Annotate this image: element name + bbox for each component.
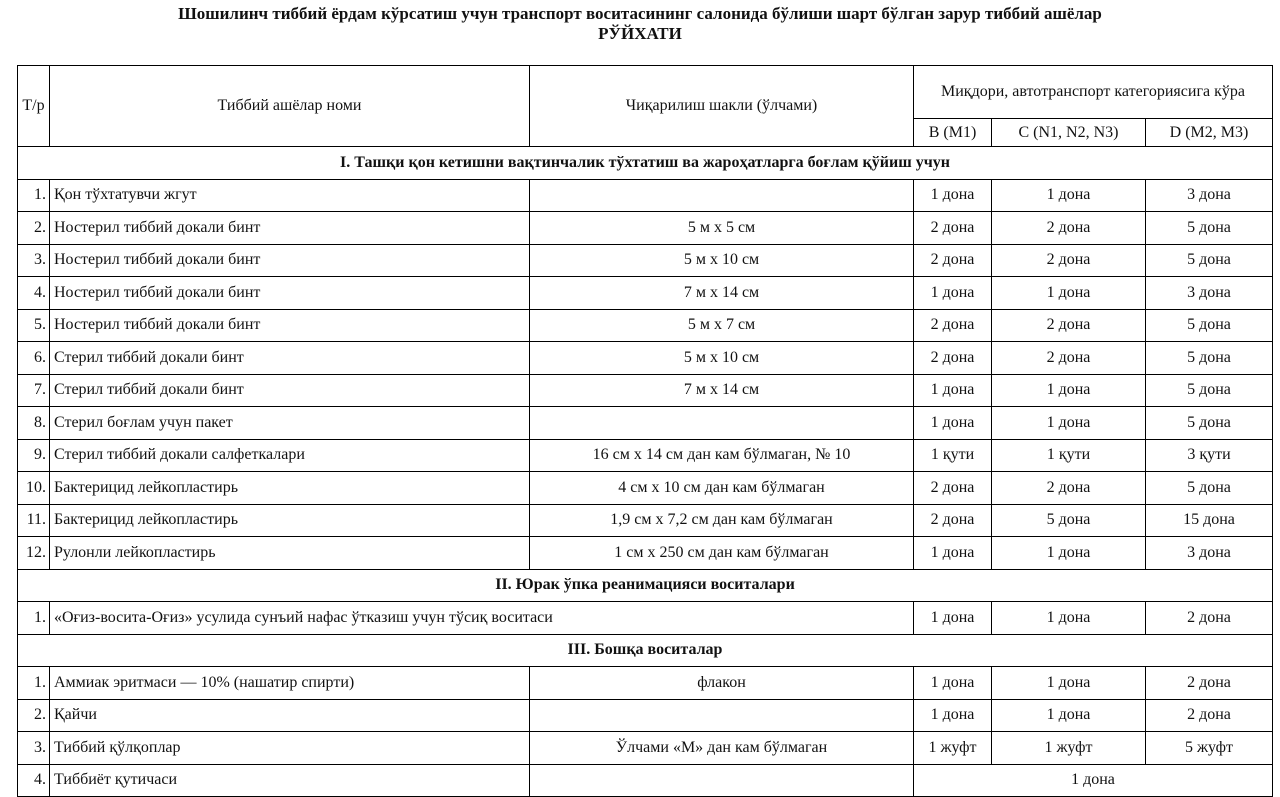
qty-category-b: 2 дона <box>914 244 992 277</box>
item-name: Стерил боғлам учун пакет <box>50 407 530 440</box>
row-number: 4. <box>18 764 50 797</box>
row-number: 1. <box>18 179 50 212</box>
qty-category-c: 1 жуфт <box>992 732 1146 765</box>
header-form: Чиқарилиш шакли (ўлчами) <box>530 66 914 147</box>
table-row <box>18 439 1273 472</box>
item-form: 7 м х 14 см <box>530 374 914 407</box>
item-form: 1,9 см х 7,2 см дан кам бўлмаган <box>530 504 914 537</box>
qty-category-c: 2 дона <box>992 472 1146 505</box>
qty-category-b: 2 дона <box>914 212 992 245</box>
header-category-b: B (M1) <box>914 119 992 147</box>
table-row <box>18 667 1273 700</box>
row-number: 4. <box>18 277 50 310</box>
section-row <box>18 634 1273 667</box>
section-title: II. Юрак ўпка реанимацияси воситалари <box>18 569 1273 602</box>
supplies-table <box>17 65 1273 797</box>
qty-category-b: 2 дона <box>914 309 992 342</box>
item-form: 5 м х 5 см <box>530 212 914 245</box>
item-form: 5 м х 10 см <box>530 244 914 277</box>
item-name: Ностерил тиббий докали бинт <box>50 309 530 342</box>
qty-category-b: 1 дона <box>914 537 992 570</box>
item-form <box>530 764 914 797</box>
item-form <box>530 407 914 440</box>
section-title: I. Ташқи қон кетишни вақтинчалик тўхтатиш ва жароҳатларга боғлам қўйиш учун <box>18 147 1273 180</box>
row-number: 3. <box>18 244 50 277</box>
qty-category-d: 5 дона <box>1146 309 1273 342</box>
qty-category-c: 1 дона <box>992 374 1146 407</box>
header-category-d: D (M2, M3) <box>1146 119 1273 147</box>
item-name: Стерил тиббий докали салфеткалари <box>50 439 530 472</box>
table-row <box>18 764 1273 797</box>
qty-category-b: 2 дона <box>914 342 992 375</box>
qty-category-b: 1 дона <box>914 179 992 212</box>
table-row <box>18 309 1273 342</box>
qty-category-d: 5 дона <box>1146 244 1273 277</box>
item-name: Бактерицид лейкопластирь <box>50 472 530 505</box>
qty-category-d: 3 қути <box>1146 439 1273 472</box>
row-number: 3. <box>18 732 50 765</box>
item-name: Стерил тиббий докали бинт <box>50 342 530 375</box>
item-name: Қон тўхтатувчи жгут <box>50 179 530 212</box>
qty-category-b: 2 дона <box>914 504 992 537</box>
qty-category-c: 2 дона <box>992 212 1146 245</box>
table-row <box>18 537 1273 570</box>
table-row <box>18 602 1273 635</box>
qty-category-c: 1 дона <box>992 667 1146 700</box>
table-row <box>18 732 1273 765</box>
qty-category-b: 1 дона <box>914 277 992 310</box>
header-number: Т/р <box>18 66 50 147</box>
row-number: 2. <box>18 699 50 732</box>
table-row <box>18 277 1273 310</box>
item-name: Стерил тиббий докали бинт <box>50 374 530 407</box>
item-form: 1 см х 250 см дан кам бўлмаган <box>530 537 914 570</box>
qty-category-d: 5 дона <box>1146 374 1273 407</box>
qty-category-d: 2 дона <box>1146 602 1273 635</box>
row-number: 5. <box>18 309 50 342</box>
qty-category-b: 1 жуфт <box>914 732 992 765</box>
item-name: «Оғиз-восита-Оғиз» усулида сунъий нафас ўтказиш учун тўсиқ воситаси <box>50 602 914 635</box>
qty-category-c: 2 дона <box>992 342 1146 375</box>
item-form: 4 см х 10 см дан кам бўлмаган <box>530 472 914 505</box>
qty-category-c: 1 дона <box>992 407 1146 440</box>
item-name: Бактерицид лейкопластирь <box>50 504 530 537</box>
item-name: Ностерил тиббий докали бинт <box>50 244 530 277</box>
item-name: Қайчи <box>50 699 530 732</box>
section-row <box>18 147 1273 180</box>
row-number: 6. <box>18 342 50 375</box>
row-number: 11. <box>18 504 50 537</box>
table-row <box>18 179 1273 212</box>
item-name: Ностерил тиббий докали бинт <box>50 277 530 310</box>
qty-category-c: 1 қути <box>992 439 1146 472</box>
item-name: Тиббиёт қутичаси <box>50 764 530 797</box>
table-row <box>18 244 1273 277</box>
document-subtitle: РЎЙХАТИ <box>598 24 682 43</box>
item-form <box>530 179 914 212</box>
section-row <box>18 569 1273 602</box>
document-title: Шошилинч тиббий ёрдам кўрсатиш учун транспорт воситасининг салонида бўлиши шарт бўлган зарур тиббий ашёлар <box>178 4 1102 23</box>
table-row <box>18 472 1273 505</box>
qty-category-b: 1 дона <box>914 602 992 635</box>
qty-category-d: 3 дона <box>1146 179 1273 212</box>
table-row <box>18 407 1273 440</box>
item-name: Аммиак эритмаси — 10% (нашатир спирти) <box>50 667 530 700</box>
qty-category-b: 1 дона <box>914 667 992 700</box>
qty-category-b: 2 дона <box>914 472 992 505</box>
row-number: 8. <box>18 407 50 440</box>
qty-category-c: 1 дона <box>992 277 1146 310</box>
item-name: Рулонли лейкопластирь <box>50 537 530 570</box>
item-name: Тиббий қўлқоплар <box>50 732 530 765</box>
qty-category-c: 1 дона <box>992 537 1146 570</box>
item-form: флакон <box>530 667 914 700</box>
qty-category-d: 3 дона <box>1146 277 1273 310</box>
section-title: III. Бошқа воситалар <box>18 634 1273 667</box>
item-form: Ўлчами «M» дан кам бўлмаган <box>530 732 914 765</box>
qty-category-c: 1 дона <box>992 699 1146 732</box>
qty-category-c: 1 дона <box>992 602 1146 635</box>
item-name: Ностерил тиббий докали бинт <box>50 212 530 245</box>
table-body <box>18 147 1273 797</box>
row-number: 1. <box>18 667 50 700</box>
qty-category-b: 1 дона <box>914 374 992 407</box>
row-number: 2. <box>18 212 50 245</box>
item-form: 5 м х 7 см <box>530 309 914 342</box>
qty-category-d: 5 дона <box>1146 212 1273 245</box>
item-form <box>530 699 914 732</box>
table-row <box>18 374 1273 407</box>
row-number: 12. <box>18 537 50 570</box>
item-form: 7 м х 14 см <box>530 277 914 310</box>
qty-category-b: 1 қути <box>914 439 992 472</box>
table-row <box>18 212 1273 245</box>
header-quantity: Миқдори, автотранспорт категориясига кўра <box>914 66 1273 119</box>
qty-all-categories: 1 дона <box>914 764 1273 797</box>
row-number: 10. <box>18 472 50 505</box>
qty-category-d: 5 дона <box>1146 407 1273 440</box>
qty-category-c: 2 дона <box>992 309 1146 342</box>
qty-category-d: 5 дона <box>1146 342 1273 375</box>
qty-category-b: 1 дона <box>914 699 992 732</box>
table-row <box>18 699 1273 732</box>
header-category-c: C (N1, N2, N3) <box>992 119 1146 147</box>
qty-category-d: 15 дона <box>1146 504 1273 537</box>
qty-category-d: 2 дона <box>1146 667 1273 700</box>
item-form: 5 м х 10 см <box>530 342 914 375</box>
qty-category-c: 5 дона <box>992 504 1146 537</box>
table-row <box>18 342 1273 375</box>
row-number: 1. <box>18 602 50 635</box>
qty-category-c: 1 дона <box>992 179 1146 212</box>
table-row <box>18 504 1273 537</box>
qty-category-b: 1 дона <box>914 407 992 440</box>
qty-category-d: 5 дона <box>1146 472 1273 505</box>
item-form: 16 см х 14 см дан кам бўлмаган, № 10 <box>530 439 914 472</box>
qty-category-d: 5 жуфт <box>1146 732 1273 765</box>
header-item-name: Тиббий ашёлар номи <box>50 66 530 147</box>
qty-category-d: 2 дона <box>1146 699 1273 732</box>
row-number: 9. <box>18 439 50 472</box>
row-number: 7. <box>18 374 50 407</box>
qty-category-d: 3 дона <box>1146 537 1273 570</box>
qty-category-c: 2 дона <box>992 244 1146 277</box>
